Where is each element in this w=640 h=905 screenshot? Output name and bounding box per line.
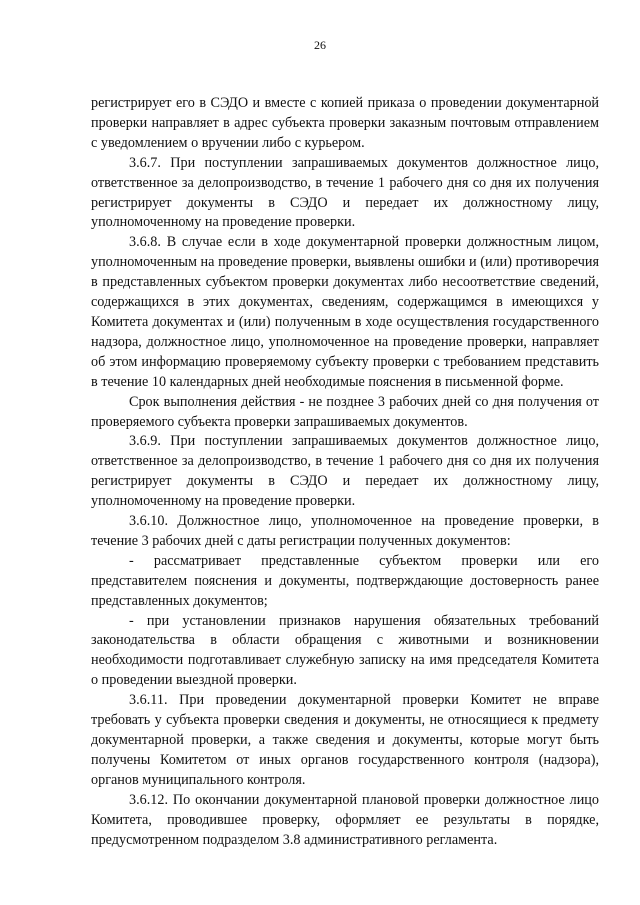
paragraph-3-6-10: 3.6.10. Должностное лицо, уполномоченное на проведение проверки, в течение 3 рабочих дней с даты регистрации полученных документов: (91, 513, 599, 549)
list-item-violation: - при установлении признаков нарушения обязательных требований законодательства в области обращения с животными и возникновении необходимости подготавливает служебную записку на имя председателя Комитета о проведении выездной проверки. (91, 612, 599, 689)
page-number: 26 (314, 38, 326, 52)
paragraph-3-6-8: 3.6.8. В случае если в ходе документарной проверки должностным лицом, уполномоченным на проведение проверки, выявлены ошибки и (или) противоречия в представленных субъектом проверки документах либо несоответствие сведений, содержащихся в этих документах, сведениям, содержащимся в имеющихся у Комитета документах и (или) полученным в ходе осуществления государственного надзора, должностное лицо, уполномоченное на проведение проверки, направляет об этом информацию проверяемому субъекту проверки с требованием представить в течение 10 календарных дней необходимые пояснения в письменной форме. (91, 234, 599, 390)
paragraph-3-6-12: 3.6.12. По окончании документарной плановой проверки должностное лицо Комитета, проводившее проверку, оформляет ее результаты в порядке, предусмотренном подразделом 3.8 административного регламента. (91, 791, 599, 848)
paragraph-3-6-7: 3.6.7. При поступлении запрашиваемых документов должностное лицо, ответственное за делопроизводство, в течение 1 рабочего дня со дня их получения регистрирует документы в СЭДО и передает их должностному лицу, уполномоченному на проведение проверки. (91, 154, 599, 231)
paragraph-3-6-11: 3.6.11. При проведении документарной проверки Комитет не вправе требовать у субъекта проверки сведения и документы, не относящиеся к предмету документарной проверки, а также сведения и документы, которые могут быть получены Комитетом от иных органов государственного контроля (надзора), органов муниципального контроля. (91, 692, 599, 788)
paragraph-3-6-9: 3.6.9. При поступлении запрашиваемых документов должностное лицо, ответственное за делопроизводство, в течение 1 рабочего дня со дня их получения регистрирует документы в СЭДО и передает их должностному лицу, уполномоченному на проведение проверки. (91, 433, 599, 510)
list-item-review: - рассматривает представленные субъектом проверки или его представителем пояснения и документы, подтверждающие достоверность ранее представленных документов; (91, 552, 599, 609)
paragraph-continuation: регистрирует его в СЭДО и вместе с копией приказа о проведении документарной проверки направляет в адрес субъекта проверки заказным почтовым отправлением с уведомлением о вручении либо с курьером. (91, 95, 599, 151)
document-body (91, 94, 599, 850)
paragraph-deadline: Срок выполнения действия - не позднее 3 рабочих дней со дня получения от проверяемого субъекта проверки запрашиваемых документов. (91, 393, 599, 430)
